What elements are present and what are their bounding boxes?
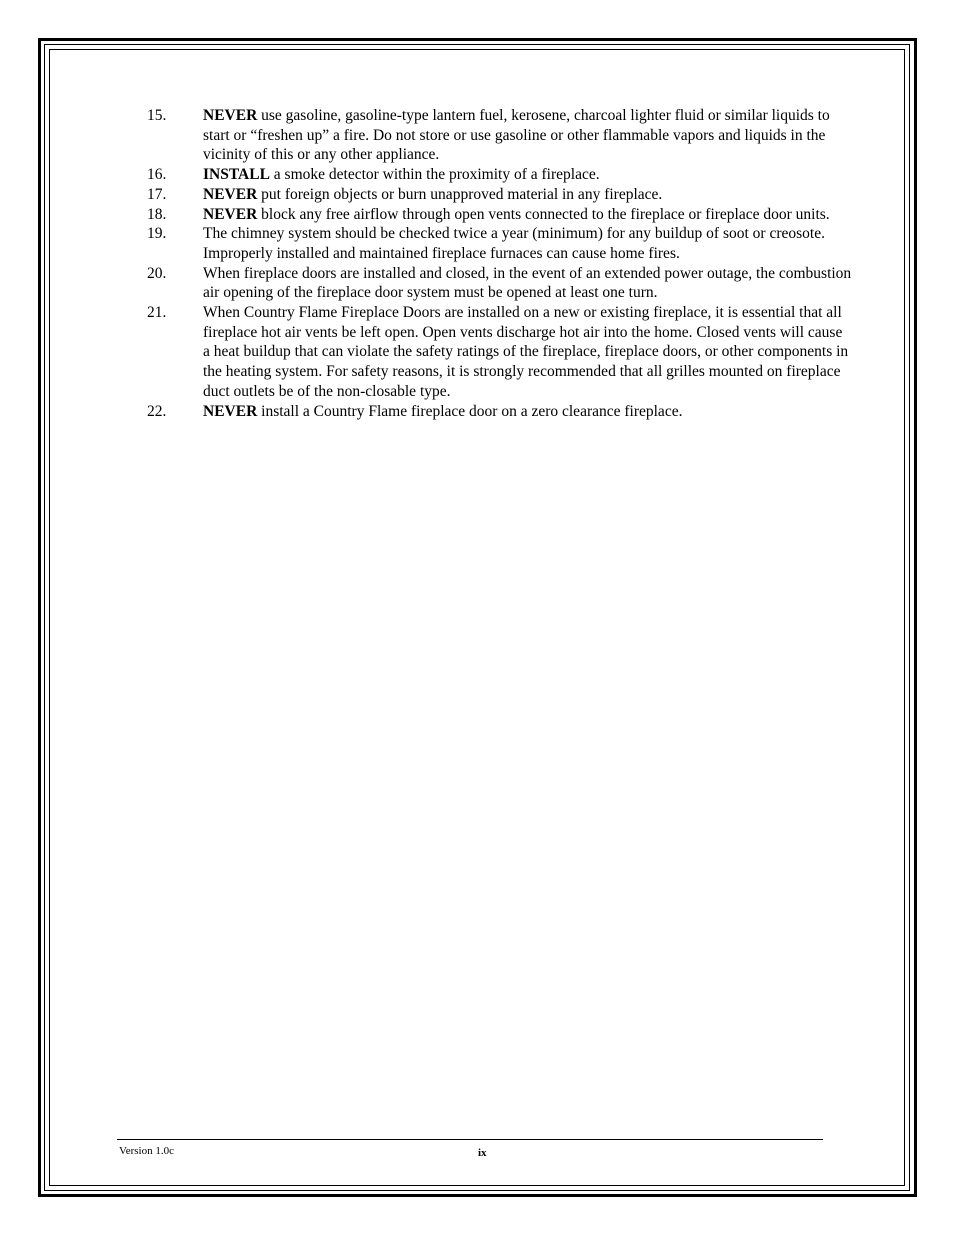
item-emphasis: NEVER (203, 185, 258, 203)
item-body: use gasoline, gasoline-type lantern fuel, kerosene, charcoal lighter fluid or similar liquids to start or “freshen up” a fire. Do not store or use gasoline or other flammable vapors and liquids in the vicinity of this or any other appliance. (203, 107, 830, 164)
item-body: The chimney system should be checked twice a year (minimum) for any buildup of soot or creosote. Improperly installed and maintained fireplace furnaces can cause home fires. (203, 225, 825, 262)
item-number: 20. (147, 264, 167, 282)
item-text (203, 165, 852, 185)
item-body: install a Country Flame fireplace door on a zero clearance fireplace. (257, 402, 683, 420)
item-body: a smoke detector within the proximity of a fireplace. (269, 166, 600, 184)
item-text (203, 205, 852, 225)
safety-list (147, 106, 852, 421)
list-item (147, 165, 852, 185)
item-body: block any free airflow through open vents connected to the fireplace or fireplace door units. (257, 205, 830, 223)
item-number: 19. (147, 225, 167, 243)
item-text (203, 106, 852, 165)
item-number: 15. (147, 107, 167, 124)
item-text (203, 185, 852, 205)
list-item (147, 303, 852, 402)
footer-rule (117, 1139, 823, 1140)
item-text (203, 224, 852, 263)
item-emphasis: NEVER (203, 402, 258, 420)
item-body: put foreign objects or burn unapproved material in any fireplace. (257, 185, 663, 203)
item-body: When Country Flame Fireplace Doors are installed on a new or existing fireplace, it is essential that all fireplace hot air vents be left open. Open vents discharge hot air into the home. Closed vents will cause a heat buildup that can violate the safety ratings of the fireplace, fireplace doors, or other components in the heating system. For safety reasons, it is strongly recommended that all grilles mounted on fireplace duct outlets be of the non-closable type. (203, 304, 849, 400)
list-item (147, 224, 852, 263)
item-number: 17. (147, 185, 167, 203)
item-emphasis: INSTALL (203, 166, 270, 184)
list-item (147, 402, 852, 422)
item-text (203, 303, 852, 402)
footer-version: Version 1.0c (119, 1145, 174, 1157)
list-item (147, 185, 852, 205)
item-body: When fireplace doors are installed and closed, in the event of an extended power outage, the combustion air opening of the fireplace door system must be opened at least one turn. (203, 264, 852, 302)
item-number: 21. (147, 304, 167, 322)
item-emphasis: NEVER (203, 205, 258, 223)
list-item (147, 264, 852, 303)
list-item (147, 106, 852, 165)
item-text (203, 264, 852, 303)
item-text (203, 402, 852, 422)
item-number: 18. (147, 205, 167, 223)
list-item (147, 205, 852, 225)
item-number: 16. (147, 166, 167, 184)
page-number: ix (478, 1147, 487, 1159)
item-number: 22. (147, 402, 167, 420)
item-emphasis: NEVER (203, 107, 258, 124)
